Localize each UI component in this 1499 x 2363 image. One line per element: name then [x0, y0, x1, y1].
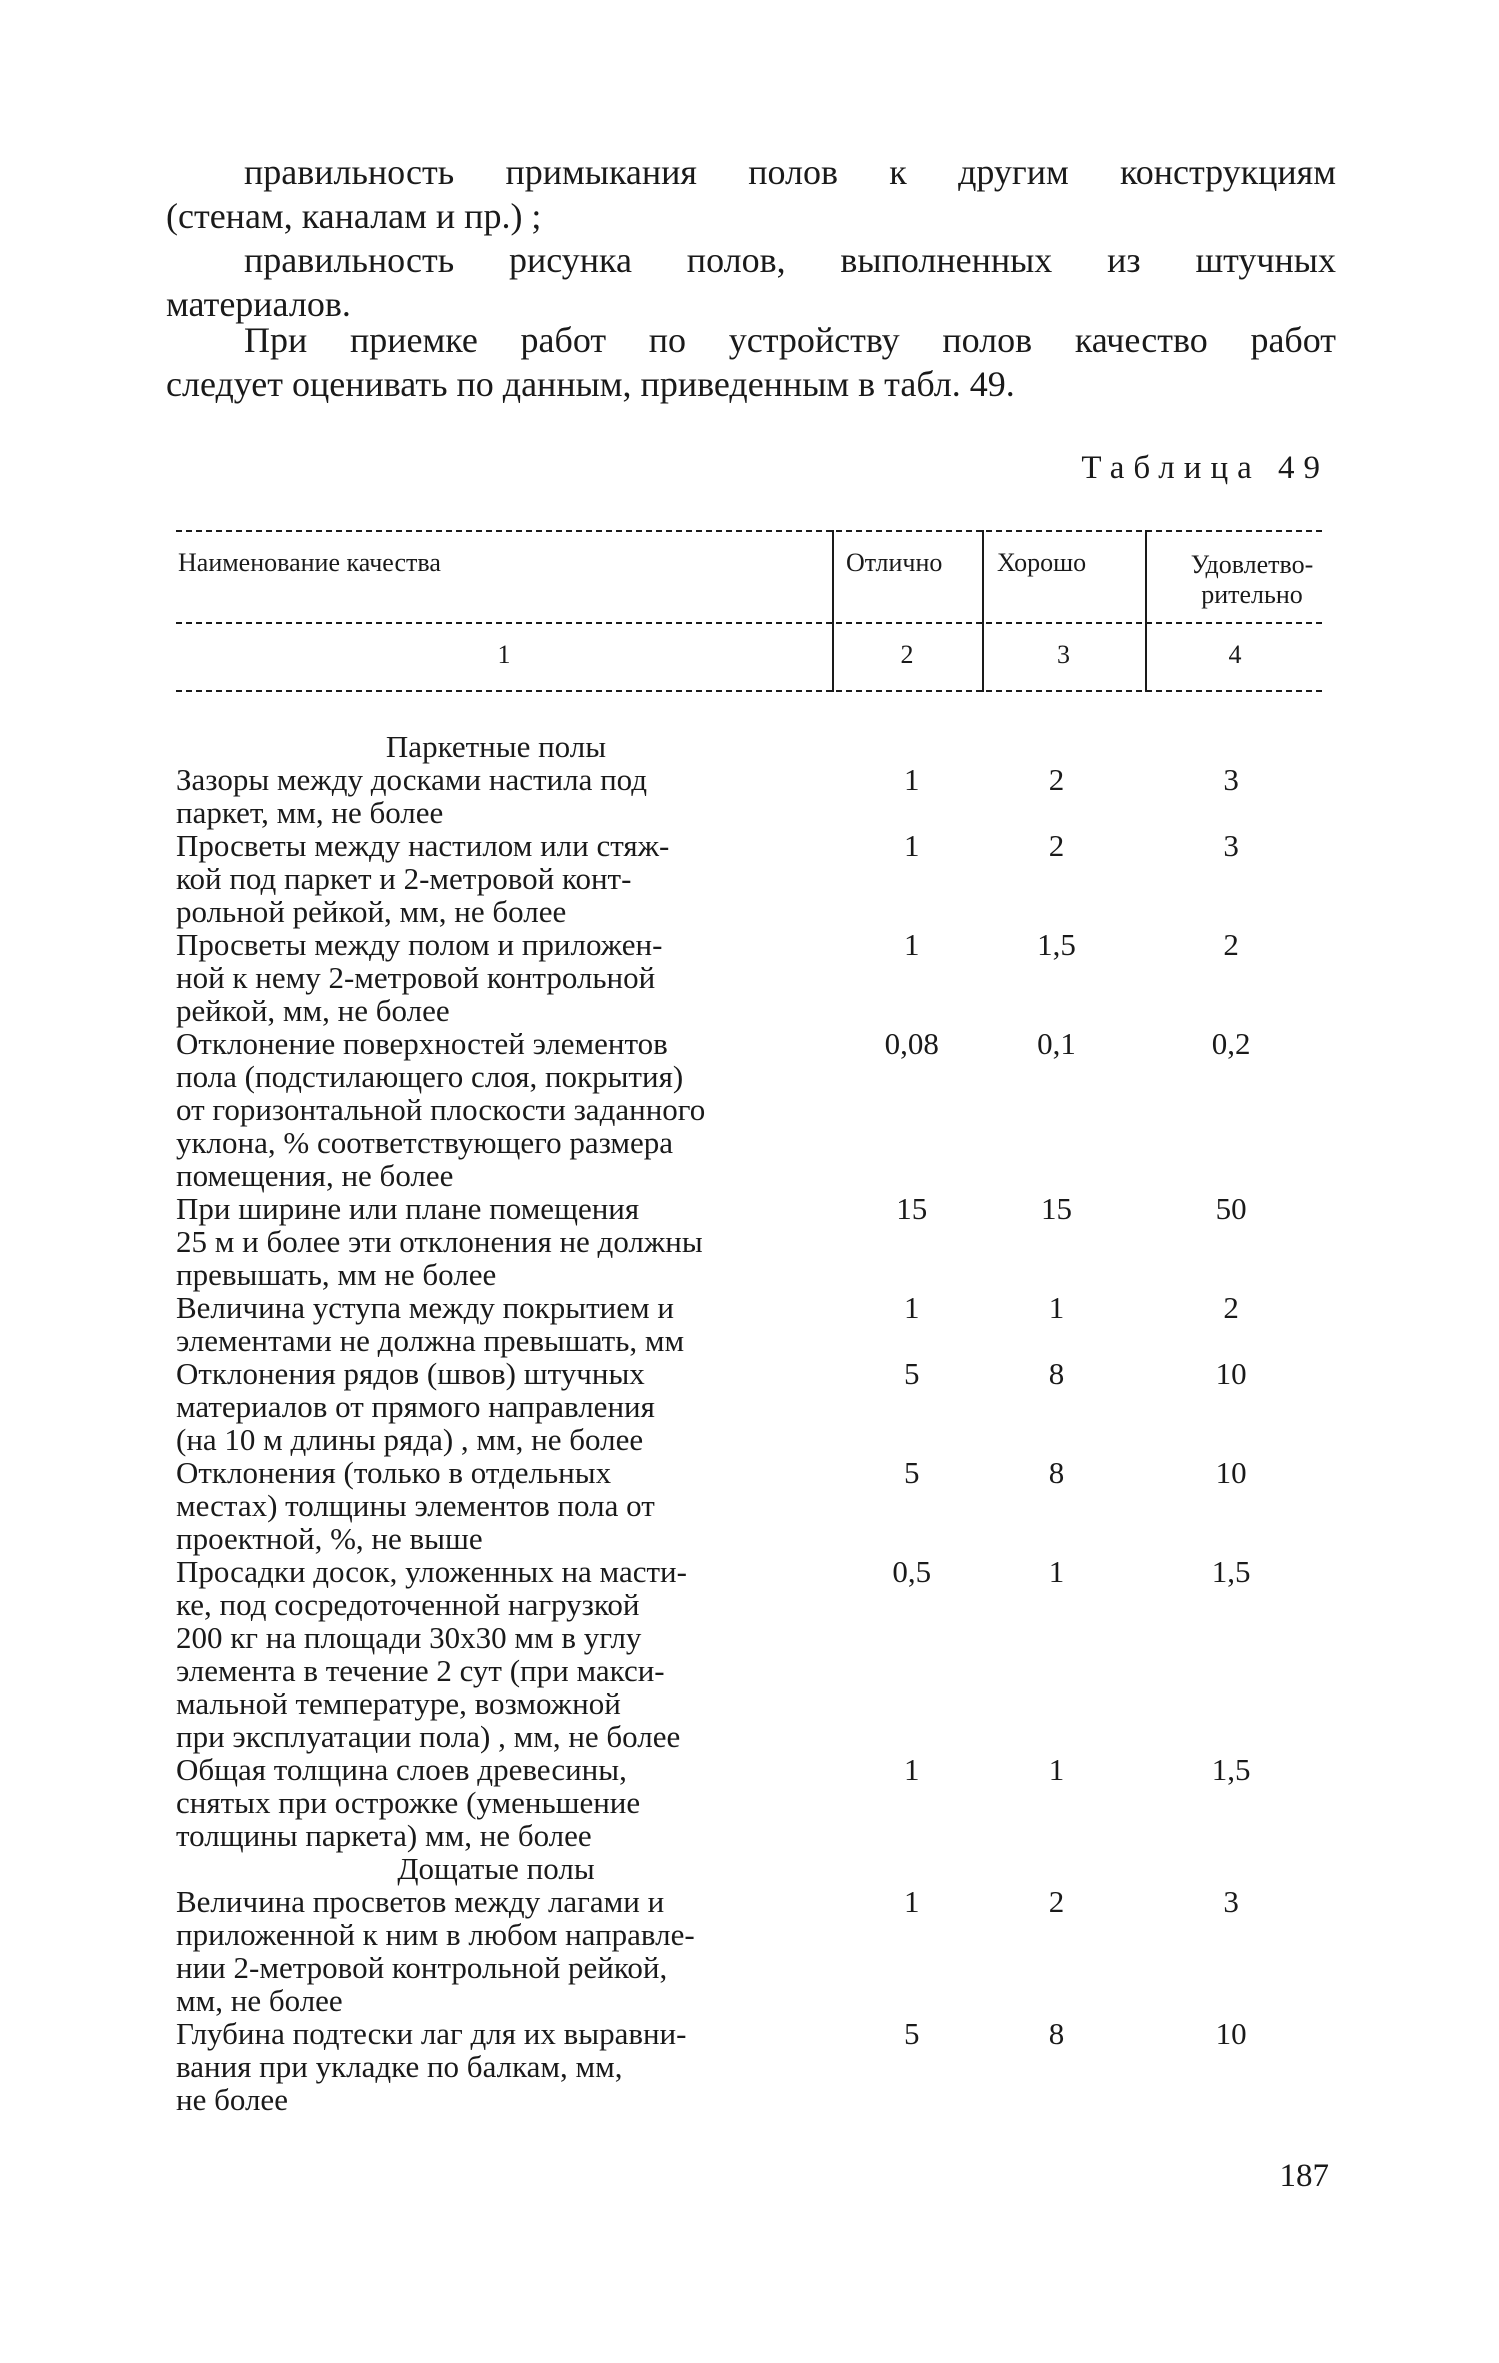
table-row [176, 1192, 1326, 1291]
row-line: местах) толщины элементов пола от [176, 1488, 655, 1523]
section-title: Дощатые полы [397, 1851, 595, 1886]
value-good: 8 [1048, 2016, 1065, 2051]
value-excellent: 15 [896, 1191, 928, 1226]
row-line: Отклонения рядов (швов) штучных [176, 1356, 645, 1391]
value-excellent: 5 [903, 1455, 920, 1490]
row-line: пола (подстилающего слоя, покрытия) [176, 1059, 684, 1094]
paragraph-line: правильность примыкания полов к другим конструкциям [244, 152, 1336, 192]
table-row [176, 928, 1326, 1027]
value-good: 2 [1048, 1884, 1065, 1919]
value-satisfactory: 10 [1215, 2016, 1247, 2051]
value-satisfactory: 10 [1215, 1356, 1247, 1391]
value-good: 1 [1048, 1290, 1065, 1325]
table-row [176, 1027, 1326, 1192]
paragraph-line: При приемке работ по устройству полов качество работ [244, 320, 1336, 360]
row-line: 25 м и более эти отклонения не должны [176, 1224, 703, 1259]
row-description [176, 1753, 815, 1852]
row-description [176, 1456, 815, 1555]
header-name: Наименование качества [178, 548, 441, 577]
value-excellent: 1 [903, 828, 920, 863]
table-caption: Таблица 49 [1081, 450, 1329, 486]
row-line: уклона, % соответствующего размера [176, 1125, 674, 1160]
paragraph-line: (стенам, каналам и пр.) ; [166, 196, 542, 236]
row-line: При ширине или плане помещения [176, 1191, 640, 1226]
paragraph-1 [166, 150, 1336, 238]
table-row [176, 829, 1326, 928]
row-description [176, 1027, 815, 1192]
row-line: паркет, мм, не более [176, 795, 444, 830]
row-line: помещения, не более [176, 1158, 454, 1193]
value-excellent: 1 [903, 1290, 920, 1325]
table-row [176, 1555, 1326, 1753]
value-good: 0,1 [1037, 1026, 1076, 1061]
table-row [176, 1357, 1326, 1456]
value-satisfactory: 1,5 [1211, 1554, 1251, 1589]
header-number-2: 2 [900, 640, 914, 669]
value-excellent: 1 [903, 762, 920, 797]
row-description [176, 829, 815, 928]
row-line: нии 2-метровой контрольной рейкой, [176, 1950, 668, 1985]
row-line: Просветы между настилом или стяж- [176, 828, 670, 863]
row-line: толщины паркета) мм, не более [176, 1818, 592, 1853]
row-line: приложенной к ним в любом направле- [176, 1917, 695, 1952]
table-row [176, 1291, 1326, 1357]
header-satisfactory: Удовлетво- рительно [1190, 550, 1314, 609]
row-line: кой под паркет и 2-метровой конт- [176, 861, 632, 896]
row-line: Отклонения (только в отдельных [176, 1455, 612, 1490]
row-line: при эксплуатации пола) , мм, не более [176, 1719, 681, 1754]
row-line: Глубина подтески лаг для их выравни- [176, 2016, 687, 2051]
value-excellent: 0,5 [892, 1554, 932, 1589]
page-number: 187 [1279, 2158, 1329, 2194]
value-satisfactory: 50 [1215, 1191, 1247, 1226]
paragraph-line: материалов. [166, 284, 351, 324]
row-line: (на 10 м длины ряда) , мм, не более [176, 1422, 644, 1457]
value-excellent: 5 [903, 2016, 920, 2051]
value-good: 1 [1048, 1752, 1065, 1787]
header-good: Хорошо [997, 548, 1087, 577]
header-number-1: 1 [497, 640, 511, 669]
row-description [176, 1885, 815, 2017]
row-description [176, 1357, 815, 1456]
row-line: 200 кг на площади 30х30 мм в углу [176, 1620, 642, 1655]
section-title: Паркетные полы [385, 729, 607, 764]
value-satisfactory: 10 [1215, 1455, 1247, 1490]
value-satisfactory: 1,5 [1211, 1752, 1251, 1787]
header-number-3: 3 [1057, 640, 1070, 669]
value-excellent: 1 [903, 1884, 920, 1919]
row-line: рольной рейкой, мм, не более [176, 894, 567, 929]
row-line: Величина просветов между лагами и [176, 1884, 665, 1919]
table-row [176, 1885, 1326, 2017]
row-line: проектной, %, не выше [176, 1521, 483, 1556]
row-line: рейкой, мм, не более [176, 993, 450, 1028]
row-description [176, 1192, 815, 1291]
value-good: 8 [1048, 1356, 1065, 1391]
row-description [176, 1555, 815, 1753]
value-excellent: 0,08 [884, 1026, 939, 1061]
table-rule-mid [176, 622, 1322, 624]
table-row [176, 1456, 1326, 1555]
paragraph-line: правильность рисунка полов, выполненных из штучных [244, 240, 1336, 280]
row-description [176, 2017, 815, 2116]
row-line: не более [176, 2082, 288, 2117]
row-line: от горизонтальной плоскости заданного [176, 1092, 706, 1127]
value-excellent: 1 [903, 927, 920, 962]
value-satisfactory: 0,2 [1211, 1026, 1251, 1061]
header-number-4: 4 [1228, 640, 1242, 669]
paragraph-3 [166, 318, 1336, 406]
value-good: 2 [1048, 762, 1065, 797]
value-good: 1,5 [1037, 927, 1076, 962]
row-line: мальной температуре, возможной [176, 1686, 621, 1721]
row-line: Просадки досок, уложенных на масти- [176, 1554, 687, 1589]
row-line: элемента в течение 2 сут (при макси- [176, 1653, 665, 1688]
value-good: 1 [1048, 1554, 1065, 1589]
row-line: Просветы между полом и приложен- [176, 927, 663, 962]
row-line: ке, под сосредоточенной нагрузкой [176, 1587, 640, 1622]
row-line: ной к нему 2-метровой контрольной [176, 960, 656, 995]
row-line: материалов от прямого направления [176, 1389, 655, 1424]
row-line: снятых при острожке (уменьшение [176, 1785, 641, 1820]
value-excellent: 5 [903, 1356, 920, 1391]
row-line: мм, не более [176, 1983, 343, 2018]
table-row [176, 763, 1326, 829]
table-rule-bottom [176, 690, 1322, 692]
row-line: превышать, мм не более [176, 1257, 497, 1292]
row-line: элементами не должна превышать, мм [176, 1323, 685, 1358]
row-line: вания при укладке по балкам, мм, [176, 2049, 623, 2084]
value-satisfactory: 2 [1223, 1290, 1239, 1325]
table-row [176, 1753, 1326, 1852]
value-satisfactory: 3 [1223, 762, 1239, 797]
table-rule-top [176, 530, 1322, 532]
table-row [176, 2017, 1326, 2116]
row-line: Общая толщина слоев древесины, [176, 1752, 627, 1787]
value-satisfactory: 3 [1223, 828, 1239, 863]
table-body [176, 730, 1326, 2116]
value-good: 2 [1048, 828, 1065, 863]
paragraph-2 [166, 238, 1336, 326]
value-satisfactory: 3 [1223, 1884, 1239, 1919]
header-excellent: Отлично [846, 548, 943, 577]
value-excellent: 1 [903, 1752, 920, 1787]
row-description [176, 928, 815, 1027]
row-description [176, 763, 815, 829]
row-line: Величина уступа между покрытием и [176, 1290, 674, 1325]
value-good: 15 [1040, 1191, 1072, 1226]
row-description [176, 1291, 815, 1357]
value-satisfactory: 2 [1223, 927, 1239, 962]
row-line: Отклонение поверхностей элементов [176, 1026, 668, 1061]
row-line: Зазоры между досками настила под [176, 762, 648, 797]
value-good: 8 [1048, 1455, 1065, 1490]
paragraph-line: следует оценивать по данным, приведенным в табл. 49. [166, 364, 1015, 404]
